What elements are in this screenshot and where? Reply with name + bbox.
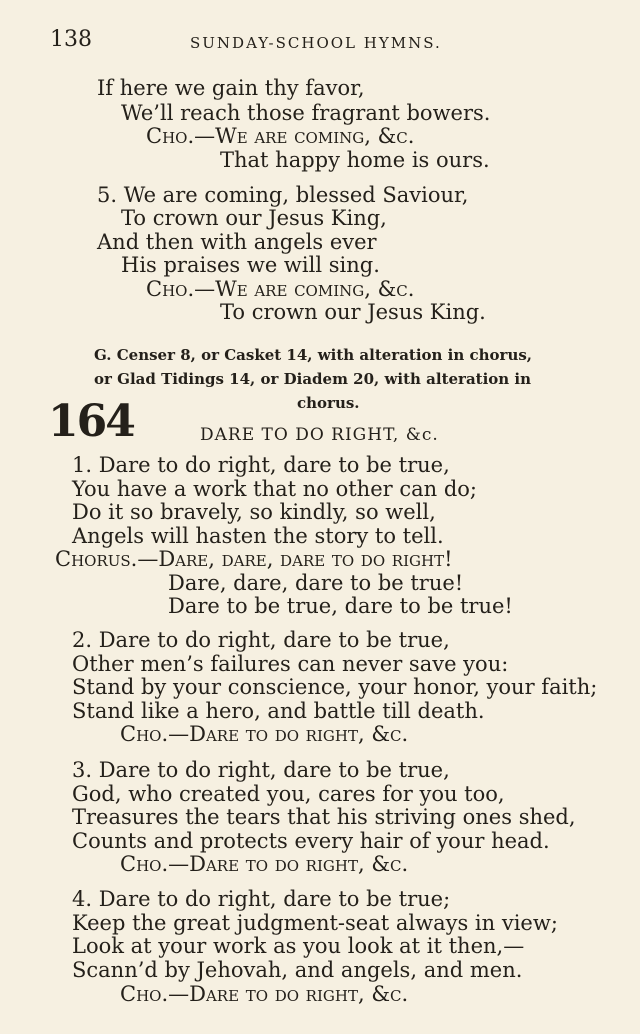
verse-line: 2. Dare to do right, dare to be true, [72,628,450,652]
verse-line: His praises we will sing. [121,253,380,277]
chorus-reference: Cho.—We are coming, &c. [146,277,415,301]
verse-line: We’ll reach those fragrant bowers. [121,101,491,125]
verse-line: Stand like a hero, and battle till death. [72,699,485,723]
verse-line: Do it so bravely, so kindly, so well, [72,500,436,524]
tune-reference: G. Censer 8, or Casket 14, with alteration in chorus, [94,346,533,364]
verse-line: That happy home is ours. [220,148,490,172]
verse-line: Stand by your conscience, your honor, your faith; [72,675,598,699]
chorus-reference: Cho.—Dare to do right, &c. [120,982,409,1006]
verse-line: Treasures the tears that his striving ones shed, [72,805,576,829]
verse-line: 3. Dare to do right, dare to be true, [72,758,450,782]
page-number: 138 [50,27,92,52]
verse-line: Keep the great judgment-seat always in view; [72,911,558,935]
verse-line: Counts and protects every hair of your head. [72,829,550,853]
verse-line: Look at your work as you look at it then,— [72,934,525,958]
tune-reference: chorus. [297,394,360,412]
verse-line: Other men’s failures can never save you: [72,652,509,676]
hymn-number: 164 [48,396,134,447]
verse-line: 4. Dare to do right, dare to be true; [72,887,451,911]
chorus-line: Dare to be true, dare to be true! [168,594,513,618]
hymn-title: DARE TO DO RIGHT, &c. [200,425,439,445]
tune-reference: or Glad Tidings 14, or Diadem 20, with alteration in [94,370,532,388]
verse-line: 1. Dare to do right, dare to be true, [72,453,450,477]
verse-line: God, who created you, cares for you too, [72,782,505,806]
chorus-reference: Cho.—Dare to do right, &c. [120,722,409,746]
verse-line: 5. We are coming, blessed Saviour, [97,183,469,207]
verse-line: Angels will hasten the story to tell. [72,524,444,548]
chorus-line: Chorus.—Dare, dare, dare to do right! [55,547,453,571]
verse-line: If here we gain thy favor, [97,76,365,100]
verse-line: And then with angels ever [97,230,377,254]
chorus-reference: Cho.—Dare to do right, &c. [120,852,409,876]
running-title: SUNDAY-SCHOOL HYMNS. [190,34,442,52]
chorus-line: Dare, dare, dare to be true! [168,571,464,595]
verse-line: To crown our Jesus King. [220,300,486,324]
verse-line: You have a work that no other can do; [72,477,477,501]
verse-line: Scann’d by Jehovah, and angels, and men. [72,958,523,982]
chorus-reference: Cho.—We are coming, &c. [146,124,415,148]
verse-line: To crown our Jesus King, [121,206,387,230]
